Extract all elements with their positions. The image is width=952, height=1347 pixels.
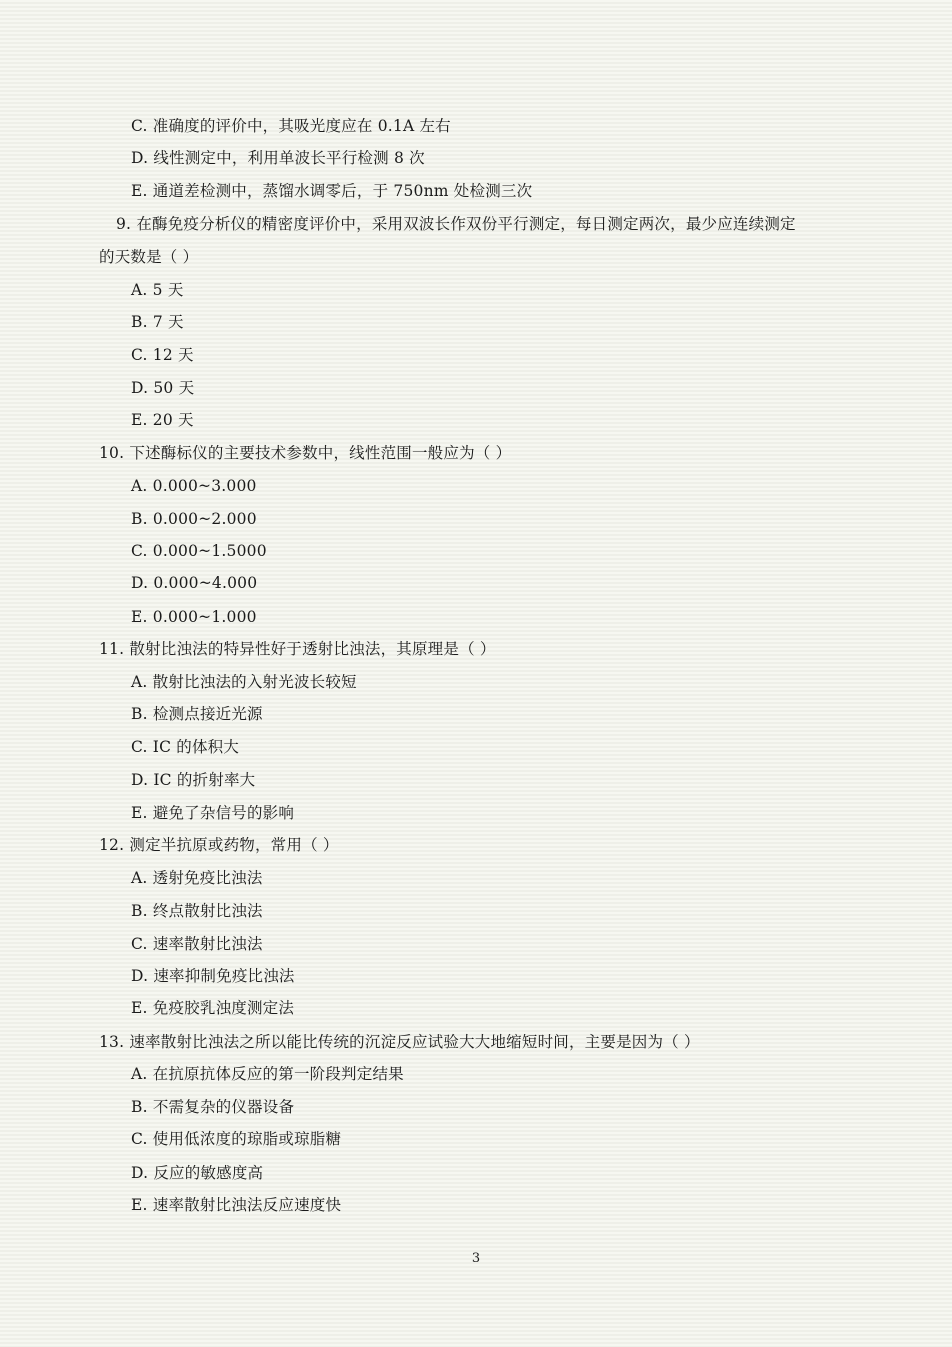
question-12-stem: 12. 测定半抗原或药物，常用（ ） xyxy=(99,836,339,854)
question-10-stem: 10. 下述酶标仪的主要技术参数中，线性范围一般应为（ ） xyxy=(99,444,512,462)
question-13-option-e: E. 速率散射比浊法反应速度快 xyxy=(131,1196,342,1214)
option-c-prev: C. 准确度的评价中，其吸光度应在 0.1A 左右 xyxy=(131,117,451,135)
question-12-option-b: B. 终点散射比浊法 xyxy=(131,902,263,920)
question-12-option-e: E. 免疫胶乳浊度测定法 xyxy=(131,999,295,1017)
question-10-option-a: A. 0.000~3.000 xyxy=(131,477,257,495)
question-13-option-a: A. 在抗原抗体反应的第一阶段判定结果 xyxy=(131,1065,404,1083)
question-13-option-b: B. 不需复杂的仪器设备 xyxy=(131,1098,295,1116)
question-11-option-e: E. 避免了杂信号的影响 xyxy=(131,804,295,822)
question-10-option-b: B. 0.000~2.000 xyxy=(131,510,257,528)
question-10-option-c: C. 0.000~1.5000 xyxy=(131,542,267,560)
question-12-option-d: D. 速率抑制免疫比浊法 xyxy=(131,967,295,985)
question-9-option-b: B. 7 天 xyxy=(131,313,184,331)
question-11-option-a: A. 散射比浊法的入射光波长较短 xyxy=(131,673,357,691)
question-10-option-d: D. 0.000~4.000 xyxy=(131,574,258,592)
question-10-option-e: E. 0.000~1.000 xyxy=(131,608,257,626)
question-13-option-c: C. 使用低浓度的琼脂或琼脂糖 xyxy=(131,1130,342,1148)
question-11-option-c: C. IC 的体积大 xyxy=(131,738,240,756)
question-9-option-c: C. 12 天 xyxy=(131,346,194,364)
question-13-option-d: D. 反应的敏感度高 xyxy=(131,1164,264,1182)
question-9-stem: 9. 在酶免疫分析仪的精密度评价中，采用双波长作双份平行测定，每日测定两次，最少应连续测定 xyxy=(116,215,796,233)
question-9-stem-continued: 的天数是（ ） xyxy=(99,248,199,266)
question-9-option-e: E. 20 天 xyxy=(131,411,194,429)
option-d-prev: D. 线性测定中，利用单波长平行检测 8 次 xyxy=(131,149,425,167)
question-13-stem: 13. 速率散射比浊法之所以能比传统的沉淀反应试验大大地缩短时间，主要是因为（ ） xyxy=(99,1033,700,1051)
question-11-option-b: B. 检测点接近光源 xyxy=(131,705,263,723)
question-12-option-a: A. 透射免疫比浊法 xyxy=(131,869,263,887)
question-9-option-a: A. 5 天 xyxy=(131,281,184,299)
option-e-prev: E. 通道差检测中，蒸馏水调零后，于 750nm 处检测三次 xyxy=(131,182,533,200)
question-11-stem: 11. 散射比浊法的特异性好于透射比浊法，其原理是（ ） xyxy=(99,640,496,658)
question-9-option-d: D. 50 天 xyxy=(131,379,195,397)
question-11-option-d: D. IC 的折射率大 xyxy=(131,771,256,789)
page-number: 3 xyxy=(471,1251,481,1266)
question-12-option-c: C. 速率散射比浊法 xyxy=(131,935,263,953)
